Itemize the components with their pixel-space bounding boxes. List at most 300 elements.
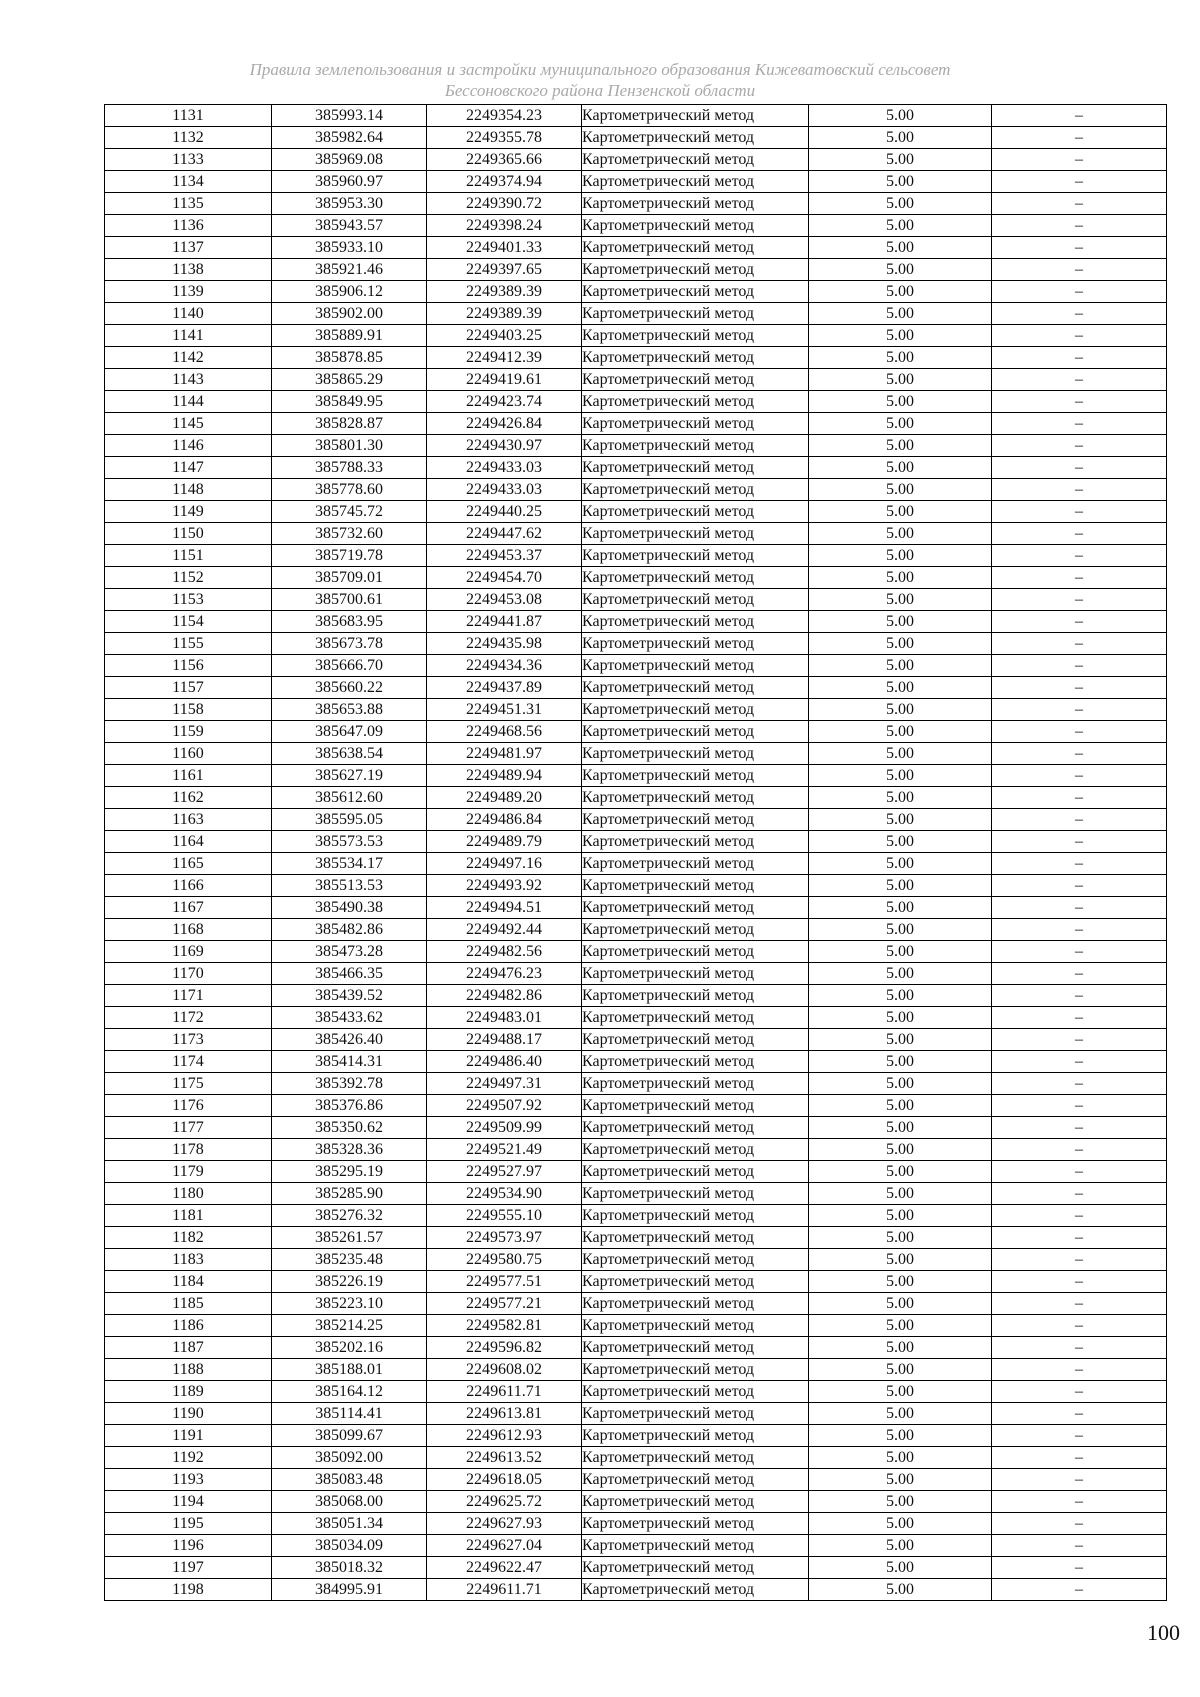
accuracy-cell: 5.00 [809, 941, 992, 963]
header-line-1: Правила землепользования и застройки муниципального образования Кижеватовский сельсовет [249, 60, 951, 79]
y-coordinate-cell: 2249608.02 [427, 1359, 582, 1381]
x-coordinate-cell: 385943.57 [272, 215, 427, 237]
table-row [105, 897, 1167, 919]
accuracy-cell: 5.00 [809, 1315, 992, 1337]
table-row [105, 875, 1167, 897]
x-coordinate-cell: 385285.90 [272, 1183, 427, 1205]
x-coordinate-cell: 385433.62 [272, 1007, 427, 1029]
x-coordinate-cell: 385953.30 [272, 193, 427, 215]
accuracy-cell: 5.00 [809, 611, 992, 633]
accuracy-cell: 5.00 [809, 1425, 992, 1447]
point-number-cell: 1185 [105, 1293, 272, 1315]
table-row [105, 1513, 1167, 1535]
note-cell: – [992, 1095, 1167, 1117]
method-cell: Картометрический метод [582, 1051, 809, 1073]
table-row [105, 457, 1167, 479]
table-row [105, 171, 1167, 193]
method-cell: Картометрический метод [582, 589, 809, 611]
accuracy-cell: 5.00 [809, 215, 992, 237]
method-cell: Картометрический метод [582, 501, 809, 523]
method-cell: Картометрический метод [582, 1535, 809, 1557]
method-cell: Картометрический метод [582, 1359, 809, 1381]
table-row [105, 105, 1167, 127]
accuracy-cell: 5.00 [809, 545, 992, 567]
method-cell: Картометрический метод [582, 1513, 809, 1535]
x-coordinate-cell: 385414.31 [272, 1051, 427, 1073]
table-row [105, 1359, 1167, 1381]
x-coordinate-cell: 385473.28 [272, 941, 427, 963]
point-number-cell: 1134 [105, 171, 272, 193]
method-cell: Картометрический метод [582, 1337, 809, 1359]
point-number-cell: 1191 [105, 1425, 272, 1447]
point-number-cell: 1144 [105, 391, 272, 413]
x-coordinate-cell: 385878.85 [272, 347, 427, 369]
point-number-cell: 1131 [105, 105, 272, 127]
table-row [105, 1315, 1167, 1337]
x-coordinate-cell: 385612.60 [272, 787, 427, 809]
method-cell: Картометрический метод [582, 1095, 809, 1117]
x-coordinate-cell: 385261.57 [272, 1227, 427, 1249]
method-cell: Картометрический метод [582, 677, 809, 699]
y-coordinate-cell: 2249447.62 [427, 523, 582, 545]
table-row [105, 1271, 1167, 1293]
x-coordinate-cell: 385092.00 [272, 1447, 427, 1469]
method-cell: Картометрический метод [582, 435, 809, 457]
point-number-cell: 1138 [105, 259, 272, 281]
method-cell: Картометрический метод [582, 1227, 809, 1249]
accuracy-cell: 5.00 [809, 259, 992, 281]
table-row [105, 1161, 1167, 1183]
accuracy-cell: 5.00 [809, 347, 992, 369]
x-coordinate-cell: 385276.32 [272, 1205, 427, 1227]
table-row [105, 831, 1167, 853]
note-cell: – [992, 1271, 1167, 1293]
method-cell: Картометрический метод [582, 1403, 809, 1425]
table-row [105, 1403, 1167, 1425]
table-row [105, 1425, 1167, 1447]
point-number-cell: 1152 [105, 567, 272, 589]
table-row [105, 567, 1167, 589]
accuracy-cell: 5.00 [809, 897, 992, 919]
method-cell: Картометрический метод [582, 193, 809, 215]
point-number-cell: 1141 [105, 325, 272, 347]
point-number-cell: 1180 [105, 1183, 272, 1205]
table-row [105, 1491, 1167, 1513]
accuracy-cell: 5.00 [809, 721, 992, 743]
method-cell: Картометрический метод [582, 171, 809, 193]
method-cell: Картометрический метод [582, 1491, 809, 1513]
point-number-cell: 1160 [105, 743, 272, 765]
table-row [105, 1095, 1167, 1117]
y-coordinate-cell: 2249555.10 [427, 1205, 582, 1227]
x-coordinate-cell: 385439.52 [272, 985, 427, 1007]
y-coordinate-cell: 2249625.72 [427, 1491, 582, 1513]
accuracy-cell: 5.00 [809, 1161, 992, 1183]
method-cell: Картометрический метод [582, 127, 809, 149]
table-row [105, 1381, 1167, 1403]
y-coordinate-cell: 2249494.51 [427, 897, 582, 919]
y-coordinate-cell: 2249577.21 [427, 1293, 582, 1315]
y-coordinate-cell: 2249435.98 [427, 633, 582, 655]
x-coordinate-cell: 385745.72 [272, 501, 427, 523]
table-row [105, 1007, 1167, 1029]
method-cell: Картометрический метод [582, 1073, 809, 1095]
note-cell: – [992, 611, 1167, 633]
table-row [105, 963, 1167, 985]
x-coordinate-cell: 385513.53 [272, 875, 427, 897]
note-cell: – [992, 105, 1167, 127]
x-coordinate-cell: 385392.78 [272, 1073, 427, 1095]
table-row [105, 919, 1167, 941]
method-cell: Картометрический метод [582, 699, 809, 721]
note-cell: – [992, 853, 1167, 875]
y-coordinate-cell: 2249389.39 [427, 281, 582, 303]
table-row [105, 941, 1167, 963]
note-cell: – [992, 457, 1167, 479]
y-coordinate-cell: 2249433.03 [427, 479, 582, 501]
method-cell: Картометрический метод [582, 1007, 809, 1029]
note-cell: – [992, 127, 1167, 149]
x-coordinate-cell: 385732.60 [272, 523, 427, 545]
y-coordinate-cell: 2249489.79 [427, 831, 582, 853]
method-cell: Картометрический метод [582, 611, 809, 633]
method-cell: Картометрический метод [582, 105, 809, 127]
method-cell: Картометрический метод [582, 985, 809, 1007]
method-cell: Картометрический метод [582, 655, 809, 677]
note-cell: – [992, 1447, 1167, 1469]
x-coordinate-cell: 385865.29 [272, 369, 427, 391]
table-row [105, 391, 1167, 413]
method-cell: Картометрический метод [582, 919, 809, 941]
note-cell: – [992, 1359, 1167, 1381]
x-coordinate-cell: 385573.53 [272, 831, 427, 853]
point-number-cell: 1177 [105, 1117, 272, 1139]
accuracy-cell: 5.00 [809, 1249, 992, 1271]
y-coordinate-cell: 2249451.31 [427, 699, 582, 721]
page-number: 100 [1147, 1620, 1180, 1645]
table-row [105, 127, 1167, 149]
x-coordinate-cell: 385933.10 [272, 237, 427, 259]
accuracy-cell: 5.00 [809, 1205, 992, 1227]
coordinates-table [104, 104, 1167, 1601]
y-coordinate-cell: 2249476.23 [427, 963, 582, 985]
accuracy-cell: 5.00 [809, 1447, 992, 1469]
y-coordinate-cell: 2249437.89 [427, 677, 582, 699]
point-number-cell: 1182 [105, 1227, 272, 1249]
accuracy-cell: 5.00 [809, 809, 992, 831]
point-number-cell: 1153 [105, 589, 272, 611]
accuracy-cell: 5.00 [809, 1183, 992, 1205]
point-number-cell: 1165 [105, 853, 272, 875]
x-coordinate-cell: 385683.95 [272, 611, 427, 633]
x-coordinate-cell: 385202.16 [272, 1337, 427, 1359]
method-cell: Картометрический метод [582, 1381, 809, 1403]
x-coordinate-cell: 385709.01 [272, 567, 427, 589]
y-coordinate-cell: 2249618.05 [427, 1469, 582, 1491]
accuracy-cell: 5.00 [809, 303, 992, 325]
accuracy-cell: 5.00 [809, 105, 992, 127]
x-coordinate-cell: 385099.67 [272, 1425, 427, 1447]
y-coordinate-cell: 2249433.03 [427, 457, 582, 479]
method-cell: Картометрический метод [582, 325, 809, 347]
method-cell: Картометрический метод [582, 875, 809, 897]
method-cell: Картометрический метод [582, 809, 809, 831]
method-cell: Картометрический метод [582, 765, 809, 787]
x-coordinate-cell: 385482.86 [272, 919, 427, 941]
y-coordinate-cell: 2249482.56 [427, 941, 582, 963]
point-number-cell: 1163 [105, 809, 272, 831]
note-cell: – [992, 1381, 1167, 1403]
note-cell: – [992, 809, 1167, 831]
point-number-cell: 1140 [105, 303, 272, 325]
accuracy-cell: 5.00 [809, 633, 992, 655]
note-cell: – [992, 193, 1167, 215]
point-number-cell: 1183 [105, 1249, 272, 1271]
note-cell: – [992, 1425, 1167, 1447]
method-cell: Картометрический метод [582, 391, 809, 413]
table-row [105, 611, 1167, 633]
method-cell: Картометрический метод [582, 743, 809, 765]
table-row [105, 765, 1167, 787]
method-cell: Картометрический метод [582, 303, 809, 325]
table-row [105, 1139, 1167, 1161]
y-coordinate-cell: 2249573.97 [427, 1227, 582, 1249]
y-coordinate-cell: 2249397.65 [427, 259, 582, 281]
note-cell: – [992, 875, 1167, 897]
point-number-cell: 1147 [105, 457, 272, 479]
x-coordinate-cell: 385068.00 [272, 1491, 427, 1513]
point-number-cell: 1166 [105, 875, 272, 897]
table-row [105, 699, 1167, 721]
accuracy-cell: 5.00 [809, 1535, 992, 1557]
x-coordinate-cell: 385627.19 [272, 765, 427, 787]
x-coordinate-cell: 385828.87 [272, 413, 427, 435]
y-coordinate-cell: 2249580.75 [427, 1249, 582, 1271]
table-row [105, 655, 1167, 677]
y-coordinate-cell: 2249486.84 [427, 809, 582, 831]
accuracy-cell: 5.00 [809, 149, 992, 171]
table-row [105, 1227, 1167, 1249]
note-cell: – [992, 699, 1167, 721]
note-cell: – [992, 633, 1167, 655]
y-coordinate-cell: 2249482.86 [427, 985, 582, 1007]
x-coordinate-cell: 385376.86 [272, 1095, 427, 1117]
note-cell: – [992, 567, 1167, 589]
x-coordinate-cell: 385426.40 [272, 1029, 427, 1051]
point-number-cell: 1164 [105, 831, 272, 853]
method-cell: Картометрический метод [582, 523, 809, 545]
x-coordinate-cell: 385788.33 [272, 457, 427, 479]
point-number-cell: 1172 [105, 1007, 272, 1029]
y-coordinate-cell: 2249454.70 [427, 567, 582, 589]
y-coordinate-cell: 2249453.37 [427, 545, 582, 567]
accuracy-cell: 5.00 [809, 919, 992, 941]
note-cell: – [992, 1403, 1167, 1425]
header-line-2: Бессоновского района Пензенской области [444, 81, 756, 100]
y-coordinate-cell: 2249577.51 [427, 1271, 582, 1293]
accuracy-cell: 5.00 [809, 787, 992, 809]
x-coordinate-cell: 385226.19 [272, 1271, 427, 1293]
note-cell: – [992, 1337, 1167, 1359]
point-number-cell: 1167 [105, 897, 272, 919]
point-number-cell: 1143 [105, 369, 272, 391]
x-coordinate-cell: 385647.09 [272, 721, 427, 743]
method-cell: Картометрический метод [582, 1469, 809, 1491]
y-coordinate-cell: 2249596.82 [427, 1337, 582, 1359]
x-coordinate-cell: 385114.41 [272, 1403, 427, 1425]
accuracy-cell: 5.00 [809, 1227, 992, 1249]
method-cell: Картометрический метод [582, 281, 809, 303]
note-cell: – [992, 1491, 1167, 1513]
accuracy-cell: 5.00 [809, 435, 992, 457]
y-coordinate-cell: 2249627.04 [427, 1535, 582, 1557]
accuracy-cell: 5.00 [809, 1117, 992, 1139]
point-number-cell: 1175 [105, 1073, 272, 1095]
x-coordinate-cell: 385083.48 [272, 1469, 427, 1491]
method-cell: Картометрический метод [582, 831, 809, 853]
table-row [105, 435, 1167, 457]
accuracy-cell: 5.00 [809, 127, 992, 149]
accuracy-cell: 5.00 [809, 589, 992, 611]
x-coordinate-cell: 385295.19 [272, 1161, 427, 1183]
y-coordinate-cell: 2249509.99 [427, 1117, 582, 1139]
y-coordinate-cell: 2249355.78 [427, 127, 582, 149]
y-coordinate-cell: 2249430.97 [427, 435, 582, 457]
x-coordinate-cell: 385188.01 [272, 1359, 427, 1381]
note-cell: – [992, 1029, 1167, 1051]
method-cell: Картометрический метод [582, 721, 809, 743]
point-number-cell: 1196 [105, 1535, 272, 1557]
point-number-cell: 1148 [105, 479, 272, 501]
point-number-cell: 1195 [105, 1513, 272, 1535]
accuracy-cell: 5.00 [809, 171, 992, 193]
point-number-cell: 1137 [105, 237, 272, 259]
y-coordinate-cell: 2249534.90 [427, 1183, 582, 1205]
accuracy-cell: 5.00 [809, 1007, 992, 1029]
y-coordinate-cell: 2249611.71 [427, 1381, 582, 1403]
table-row [105, 369, 1167, 391]
method-cell: Картометрический метод [582, 1425, 809, 1447]
method-cell: Картометрический метод [582, 1117, 809, 1139]
point-number-cell: 1170 [105, 963, 272, 985]
accuracy-cell: 5.00 [809, 1139, 992, 1161]
x-coordinate-cell: 385969.08 [272, 149, 427, 171]
note-cell: – [992, 1183, 1167, 1205]
table-row [105, 633, 1167, 655]
x-coordinate-cell: 385982.64 [272, 127, 427, 149]
note-cell: – [992, 325, 1167, 347]
note-cell: – [992, 149, 1167, 171]
accuracy-cell: 5.00 [809, 413, 992, 435]
note-cell: – [992, 1535, 1167, 1557]
accuracy-cell: 5.00 [809, 1491, 992, 1513]
point-number-cell: 1133 [105, 149, 272, 171]
accuracy-cell: 5.00 [809, 325, 992, 347]
table-row [105, 743, 1167, 765]
point-number-cell: 1190 [105, 1403, 272, 1425]
y-coordinate-cell: 2249488.17 [427, 1029, 582, 1051]
note-cell: – [992, 1315, 1167, 1337]
x-coordinate-cell: 385700.61 [272, 589, 427, 611]
note-cell: – [992, 501, 1167, 523]
table-row [105, 149, 1167, 171]
y-coordinate-cell: 2249419.61 [427, 369, 582, 391]
x-coordinate-cell: 385921.46 [272, 259, 427, 281]
method-cell: Картометрический метод [582, 1447, 809, 1469]
y-coordinate-cell: 2249582.81 [427, 1315, 582, 1337]
point-number-cell: 1176 [105, 1095, 272, 1117]
point-number-cell: 1158 [105, 699, 272, 721]
method-cell: Картометрический метод [582, 1183, 809, 1205]
point-number-cell: 1178 [105, 1139, 272, 1161]
point-number-cell: 1150 [105, 523, 272, 545]
x-coordinate-cell: 385018.32 [272, 1557, 427, 1579]
note-cell: – [992, 919, 1167, 941]
accuracy-cell: 5.00 [809, 1095, 992, 1117]
accuracy-cell: 5.00 [809, 655, 992, 677]
y-coordinate-cell: 2249441.87 [427, 611, 582, 633]
accuracy-cell: 5.00 [809, 1051, 992, 1073]
accuracy-cell: 5.00 [809, 677, 992, 699]
method-cell: Картометрический метод [582, 633, 809, 655]
note-cell: – [992, 743, 1167, 765]
point-number-cell: 1135 [105, 193, 272, 215]
accuracy-cell: 5.00 [809, 1513, 992, 1535]
accuracy-cell: 5.00 [809, 237, 992, 259]
accuracy-cell: 5.00 [809, 391, 992, 413]
table-row [105, 215, 1167, 237]
note-cell: – [992, 787, 1167, 809]
y-coordinate-cell: 2249401.33 [427, 237, 582, 259]
y-coordinate-cell: 2249612.93 [427, 1425, 582, 1447]
table-row [105, 985, 1167, 1007]
table-row [105, 347, 1167, 369]
y-coordinate-cell: 2249403.25 [427, 325, 582, 347]
method-cell: Картометрический метод [582, 941, 809, 963]
method-cell: Картометрический метод [582, 413, 809, 435]
accuracy-cell: 5.00 [809, 1293, 992, 1315]
y-coordinate-cell: 2249374.94 [427, 171, 582, 193]
point-number-cell: 1157 [105, 677, 272, 699]
y-coordinate-cell: 2249423.74 [427, 391, 582, 413]
table-row [105, 853, 1167, 875]
note-cell: – [992, 1117, 1167, 1139]
y-coordinate-cell: 2249354.23 [427, 105, 582, 127]
accuracy-cell: 5.00 [809, 1557, 992, 1579]
point-number-cell: 1151 [105, 545, 272, 567]
y-coordinate-cell: 2249492.44 [427, 919, 582, 941]
table-row [105, 721, 1167, 743]
y-coordinate-cell: 2249434.36 [427, 655, 582, 677]
note-cell: – [992, 281, 1167, 303]
accuracy-cell: 5.00 [809, 1337, 992, 1359]
note-cell: – [992, 1557, 1167, 1579]
x-coordinate-cell: 385960.97 [272, 171, 427, 193]
note-cell: – [992, 1073, 1167, 1095]
note-cell: – [992, 479, 1167, 501]
table-row [105, 1117, 1167, 1139]
x-coordinate-cell: 385906.12 [272, 281, 427, 303]
table-row [105, 523, 1167, 545]
point-number-cell: 1188 [105, 1359, 272, 1381]
table-row [105, 787, 1167, 809]
note-cell: – [992, 721, 1167, 743]
table-row [105, 589, 1167, 611]
accuracy-cell: 5.00 [809, 743, 992, 765]
point-number-cell: 1171 [105, 985, 272, 1007]
point-number-cell: 1174 [105, 1051, 272, 1073]
method-cell: Картометрический метод [582, 1139, 809, 1161]
